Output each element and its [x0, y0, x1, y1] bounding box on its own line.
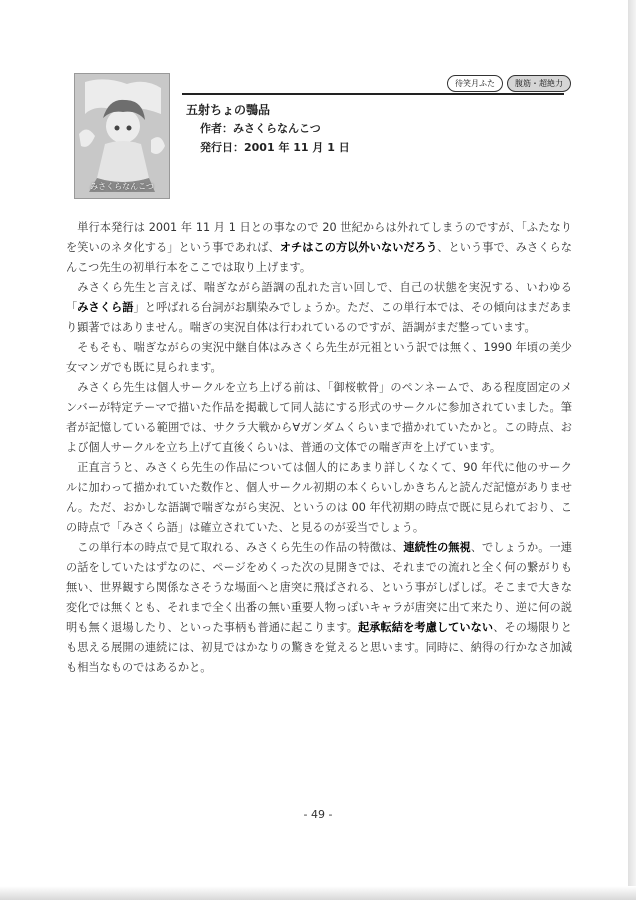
page-edge-shadow — [0, 886, 636, 900]
book-author: 作者：みさくらなんこつ — [200, 122, 321, 135]
book-cover-image — [74, 73, 170, 199]
emphasized-text: オチはこの方以外いないだろう — [279, 241, 438, 254]
body-paragraph — [66, 378, 572, 458]
header-divider — [182, 93, 564, 95]
cover-illustration — [75, 74, 169, 198]
paragraph-text: 、でしょうか。一連の話をしていたはずなのに、ページをめくった次の見開きでは、それまでの流れと全く何の繋がりも無い、世界観すら関係なさそうな場面へと唐突に飛ばされる、という事がしばしば。そこまで大きな変化では無くとも、それまで全く出番の無い重要人物っぽいキャラが唐突に出て来たり、逆に何の説明も無く退場したり、といった事柄も普通に起こります。 — [66, 541, 572, 634]
body-paragraph — [66, 458, 572, 538]
tag-chip: 腹筋・超絶力 — [507, 75, 571, 92]
page-number: - 49 - — [303, 808, 333, 821]
article-body — [66, 218, 572, 678]
emphasized-text: みさくら語 — [77, 301, 134, 314]
paragraph-text: 、という事で、みさくらなんこつ先生の初単行本をここでは取り上げます。 — [66, 241, 572, 274]
emphasized-text: 起承転結を考慮していない — [358, 621, 494, 634]
book-title: 五射ちょの鶚品 — [186, 103, 271, 117]
paragraph-text: みさくら先生と言えば、喘ぎながら語調の乱れた言い回しで、自己の状態を実況する、いわゆる「 — [66, 281, 572, 314]
body-paragraph — [66, 278, 572, 338]
body-paragraph — [66, 538, 572, 678]
paragraph-text: 」と呼ばれる台詞がお馴染みでしょうか。ただ、この単行本では、その傾向はまだあまり顕著ではありません。喘ぎの実況自体は行われているのですが、語調がまだ整っています。 — [66, 301, 572, 334]
paragraph-text: 単行本発行は 2001 年 11 月 1 日との事なので 20 世紀からは外れてしまうのですが、「ふたなりを笑いのネタ化する」という事であれば、 — [66, 221, 572, 254]
paragraph-text: この単行本の時点で見て取れる、みさくら先生の作品の特徴は、 — [77, 541, 404, 554]
emphasized-text: 連続性の無視 — [403, 541, 471, 554]
paragraph-text: みさくら先生は個人サークルを立ち上げる前は、「御桜軟骨」のペンネームで、ある程度固定のメンバーが特定テーマで描いた作品を掲載して同人誌にする形式のサークルに参加されていました。筆者が記憶している範囲では、サクラ大戦から∀ガンダムくらいまで描かれていたかと。この時点、および個人サークルを立ち上げて直後くらいは、普通の文体での喘ぎ声を上げています。 — [66, 381, 572, 454]
paragraph-text: そもそも、喘ぎながらの実況中継自体はみさくら先生が元祖という訳では無く、1990 年頃の美少女マンガでも既に見られます。 — [66, 341, 572, 374]
book-publish-date: 発行日：2001 年 11 月 1 日 — [200, 141, 350, 154]
paragraph-text: 、その場限りとも思える展開の連続には、初見ではかなりの驚きを覚えると思います。同時に、納得の行かなさ加減も相当なものではあるかと。 — [66, 621, 572, 674]
page-edge-shadow — [628, 0, 636, 900]
tag-chip: 待笑月ふた — [447, 75, 503, 92]
category-tags — [447, 75, 571, 92]
cover-caption: みさくらなんこつ — [90, 182, 154, 191]
body-paragraph — [66, 218, 572, 278]
paragraph-text: 正直言うと、みさくら先生の作品については個人的にあまり詳しくなくて、90 年代に他のサークルに加わって描かれていた数作と、個人サークル初期の本くらいしかきちんと読んだ記憶がありません。ただ、おかしな語調で喘ぎながら実況、というのは 00 年代初期の時点で既に見られており、この時点で「みさくら語」は確立されていた、と見るのが妥当でしょう。 — [66, 461, 572, 534]
body-paragraph — [66, 338, 572, 378]
